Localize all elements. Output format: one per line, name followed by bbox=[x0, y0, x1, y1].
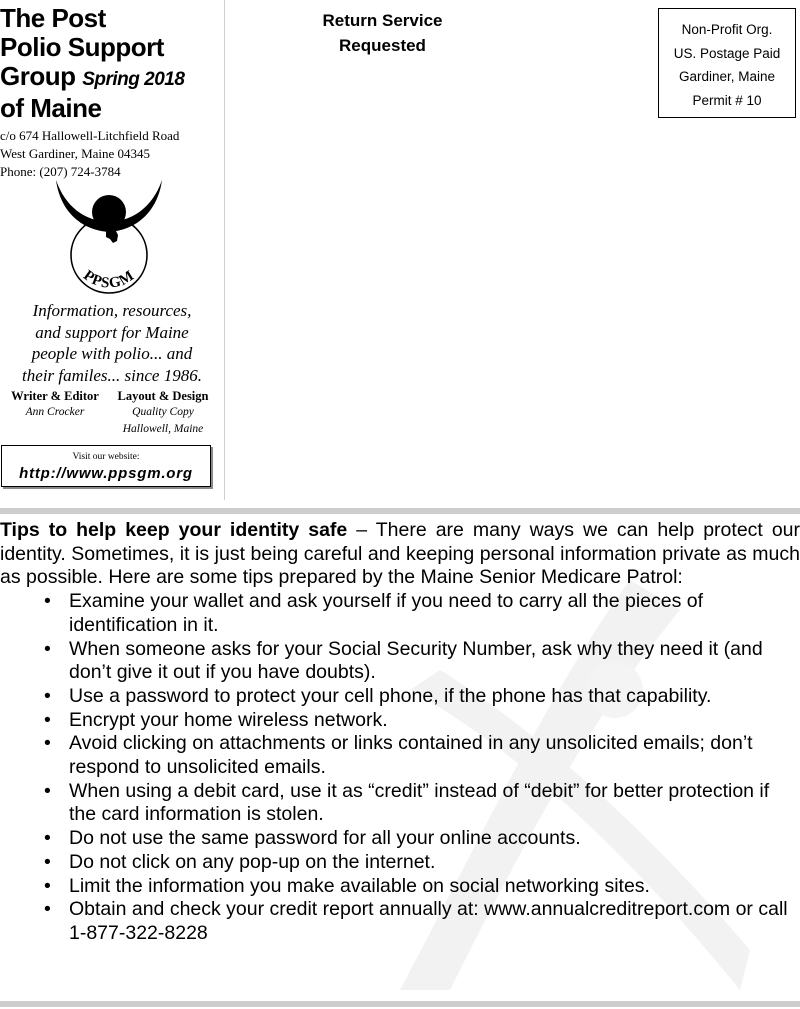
list-item bbox=[0, 638, 800, 685]
bullet-icon: • bbox=[44, 874, 51, 897]
bullet-icon: • bbox=[44, 850, 51, 873]
list-item-text: Use a password to protect your cell phone, if the phone has that capability. bbox=[69, 684, 712, 707]
bullet-icon: • bbox=[44, 590, 51, 613]
return-service-line-2: Requested bbox=[339, 35, 426, 55]
list-item-text: Do not use the same password for all your online accounts. bbox=[69, 827, 581, 850]
top-divider bbox=[0, 508, 800, 514]
mailing-address bbox=[0, 127, 179, 181]
credit-role: Layout & Design bbox=[117, 389, 209, 403]
postage-line-4: Permit # 10 bbox=[692, 92, 762, 108]
title-line-2: Polio Support bbox=[0, 32, 164, 62]
list-item-text: When someone asks for your Social Security Number, ask why they need it (and don’t give it out if you have doubts). bbox=[69, 637, 763, 684]
phone-line: Phone: (207) 724-3784 bbox=[0, 164, 121, 179]
article-heading: Tips to help keep your identity safe bbox=[0, 519, 348, 541]
list-item bbox=[0, 898, 800, 945]
mission-line-4: their familes... since 1986. bbox=[22, 365, 202, 385]
ppsgm-logo bbox=[50, 178, 168, 296]
bullet-icon: • bbox=[44, 898, 51, 921]
list-item-text: Do not click on any pop-up on the internet. bbox=[69, 850, 436, 873]
mission-statement bbox=[0, 300, 224, 386]
return-service-line-1: Return Service bbox=[322, 11, 443, 30]
bullet-icon: • bbox=[44, 708, 51, 731]
mission-line-3: people with polio... and bbox=[31, 344, 193, 363]
writer-editor-credit bbox=[0, 388, 110, 421]
list-item bbox=[0, 590, 800, 637]
website-box bbox=[1, 445, 211, 487]
postage-line-3: Gardiner, Maine bbox=[678, 69, 776, 84]
bullet-icon: • bbox=[44, 779, 51, 802]
identity-tips-article bbox=[0, 519, 800, 946]
list-item bbox=[0, 827, 800, 851]
return-service-requested bbox=[290, 9, 475, 58]
website-label: Visit our website: bbox=[72, 452, 140, 462]
list-item bbox=[0, 780, 800, 827]
postage-line-1: Non-Profit Org. bbox=[681, 22, 773, 37]
logo-text: PPSGM bbox=[80, 267, 138, 292]
address-line-1: c/o 674 Hallowell-Litchfield Road bbox=[0, 128, 180, 143]
title-line-1: The Post bbox=[0, 3, 106, 33]
organization-title bbox=[0, 4, 184, 123]
list-item-text: Avoid clicking on attachments or links contained in any unsolicited emails; don’t respond to unsolicited emails. bbox=[69, 732, 753, 779]
bullet-icon: • bbox=[44, 637, 51, 660]
masthead-sidebar bbox=[0, 0, 225, 500]
layout-design-credit bbox=[108, 388, 218, 437]
list-item bbox=[0, 875, 800, 899]
mission-line-2: and support for Maine bbox=[35, 322, 189, 342]
title-line-4: of Maine bbox=[0, 93, 102, 123]
list-item-text: Encrypt your home wireless network. bbox=[69, 708, 388, 731]
title-line-3 bbox=[0, 62, 184, 94]
issue-season: Spring 2018 bbox=[82, 69, 185, 90]
credit-role: Writer & Editor bbox=[11, 389, 99, 403]
credit-location: Hallowell, Maine bbox=[122, 422, 204, 435]
address-line-2: West Gardiner, Maine 04345 bbox=[0, 146, 151, 161]
website-link[interactable]: http://www.ppsgm.org bbox=[19, 465, 193, 482]
list-item-text: When using a debit card, use it as “credit” instead of “debit” for better protection if the card information is stolen. bbox=[69, 779, 770, 826]
credit-name: Quality Copy bbox=[132, 406, 194, 418]
bullet-icon: • bbox=[44, 684, 51, 707]
bottom-divider bbox=[0, 1001, 800, 1007]
article-intro bbox=[0, 519, 800, 590]
bullet-icon: • bbox=[44, 732, 51, 755]
bullet-icon: • bbox=[44, 827, 51, 850]
tips-list bbox=[0, 590, 800, 946]
list-item bbox=[0, 709, 800, 733]
postage-line-2: US. Postage Paid bbox=[673, 45, 781, 61]
mission-line-1: Information, resources, bbox=[32, 301, 192, 320]
list-item-text: Examine your wallet and ask yourself if you need to carry all the pieces of identification in it. bbox=[69, 590, 704, 636]
title-line-3-text: Group bbox=[0, 61, 76, 91]
credit-name: Ann Crocker bbox=[25, 406, 85, 418]
article-intro-text: – There are many ways we can help protect our identity. Sometimes, it is just being careful and keeping personal information private as much as possible. Here are some tips prepared by the Maine Senior Medicare Patrol: bbox=[0, 519, 800, 589]
list-item bbox=[0, 851, 800, 875]
list-item-text: Limit the information you make available on social networking sites. bbox=[69, 874, 650, 897]
list-item-text: Obtain and check your credit report annually at: www.annualcreditreport.com or call 1-877-322-8228 bbox=[69, 898, 788, 944]
postage-indicia bbox=[658, 8, 796, 118]
list-item bbox=[0, 685, 800, 709]
list-item bbox=[0, 732, 800, 779]
